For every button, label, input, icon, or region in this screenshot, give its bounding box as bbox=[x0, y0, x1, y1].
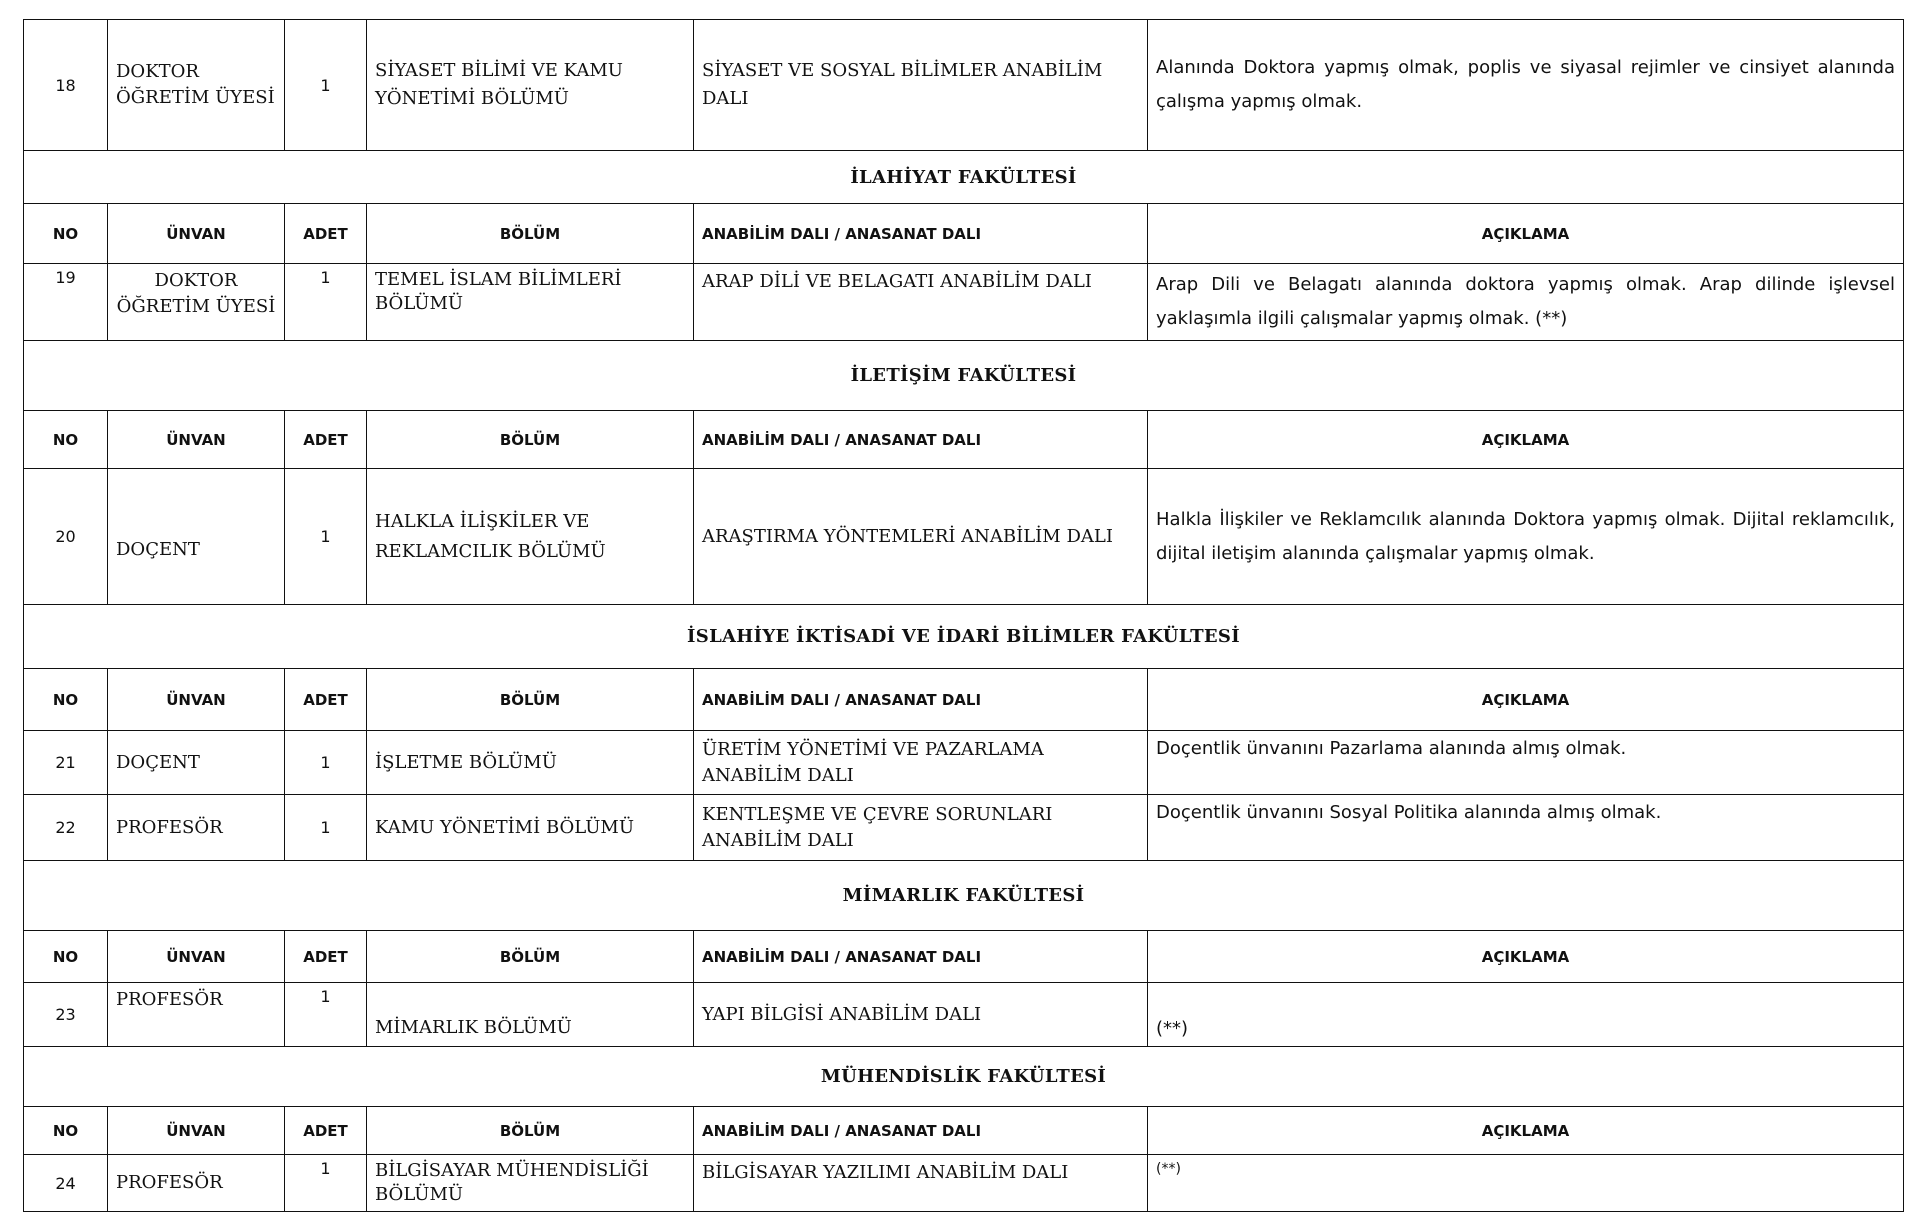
header-no: NO bbox=[24, 1107, 108, 1155]
header-anabilim: ANABİLİM DALI / ANASANAT DALI bbox=[694, 931, 1148, 983]
header-no: NO bbox=[24, 204, 108, 264]
faculty-heading-row bbox=[24, 341, 1904, 411]
table-row bbox=[24, 731, 1904, 795]
row-adet: 1 bbox=[285, 264, 367, 341]
row-aciklama: Arap Dili ve Belagatı alanında doktora yapmış olmak. Arap dilinde işlevsel yaklaşımla ilgili çalışmalar yapmış olmak. (**) bbox=[1148, 264, 1904, 341]
row-bolum: BİLGİSAYAR MÜHENDİSLİĞİ BÖLÜMÜ bbox=[367, 1155, 694, 1212]
table-row bbox=[24, 1155, 1904, 1212]
header-aciklama: AÇIKLAMA bbox=[1148, 1107, 1904, 1155]
header-bolum: BÖLÜM bbox=[367, 669, 694, 731]
row-unvan: DOKTOR ÖĞRETİM ÜYESİ bbox=[108, 264, 285, 341]
row-no: 23 bbox=[24, 983, 108, 1047]
column-header-row bbox=[24, 931, 1904, 983]
row-bolum: HALKLA İLİŞKİLER VE REKLAMCILIK BÖLÜMÜ bbox=[367, 469, 694, 605]
faculty-heading-row bbox=[24, 151, 1904, 204]
row-bolum: İŞLETME BÖLÜMÜ bbox=[367, 731, 694, 795]
column-header-row bbox=[24, 204, 1904, 264]
row-no: 22 bbox=[24, 795, 108, 861]
header-adet: ADET bbox=[285, 669, 367, 731]
table-row bbox=[24, 20, 1904, 151]
row-aciklama: (**) bbox=[1148, 983, 1904, 1047]
header-adet: ADET bbox=[285, 204, 367, 264]
row-adet: 1 bbox=[285, 20, 367, 151]
row-adet: 1 bbox=[285, 795, 367, 861]
row-aciklama: Doçentlik ünvanını Sosyal Politika alanında almış olmak. bbox=[1148, 795, 1904, 861]
row-anabilim: KENTLEŞME VE ÇEVRE SORUNLARI ANABİLİM DALI bbox=[694, 795, 1148, 861]
header-unvan: ÜNVAN bbox=[108, 411, 285, 469]
header-aciklama: AÇIKLAMA bbox=[1148, 931, 1904, 983]
row-no: 21 bbox=[24, 731, 108, 795]
row-no: 20 bbox=[24, 469, 108, 605]
faculty-heading: İSLAHİYE İKTİSADİ VE İDARİ BİLİMLER FAKÜLTESİ bbox=[24, 605, 1904, 669]
row-anabilim: ARAŞTIRMA YÖNTEMLERİ ANABİLİM DALI bbox=[694, 469, 1148, 605]
row-aciklama: Halkla İlişkiler ve Reklamcılık alanında Doktora yapmış olmak. Dijital reklamcılık, dijital iletişim alanında çalışmalar yapmış olmak. bbox=[1148, 469, 1904, 605]
row-adet: 1 bbox=[285, 1155, 367, 1212]
table-row bbox=[24, 983, 1904, 1047]
row-no: 19 bbox=[24, 264, 108, 341]
row-anabilim: SİYASET VE SOSYAL BİLİMLER ANABİLİM DALI bbox=[694, 20, 1148, 151]
table-row bbox=[24, 795, 1904, 861]
column-header-row bbox=[24, 669, 1904, 731]
header-no: NO bbox=[24, 931, 108, 983]
position-table bbox=[23, 19, 1904, 1212]
header-adet: ADET bbox=[285, 1107, 367, 1155]
row-unvan: PROFESÖR bbox=[108, 1155, 285, 1212]
header-bolum: BÖLÜM bbox=[367, 931, 694, 983]
header-bolum: BÖLÜM bbox=[367, 411, 694, 469]
header-no: NO bbox=[24, 411, 108, 469]
header-anabilim: ANABİLİM DALI / ANASANAT DALI bbox=[694, 669, 1148, 731]
row-anabilim: YAPI BİLGİSİ ANABİLİM DALI bbox=[694, 983, 1148, 1047]
header-unvan: ÜNVAN bbox=[108, 204, 285, 264]
row-unvan: DOÇENT bbox=[108, 731, 285, 795]
header-unvan: ÜNVAN bbox=[108, 669, 285, 731]
header-anabilim: ANABİLİM DALI / ANASANAT DALI bbox=[694, 411, 1148, 469]
row-unvan: PROFESÖR bbox=[108, 795, 285, 861]
row-adet: 1 bbox=[285, 731, 367, 795]
faculty-heading: İLETİŞİM FAKÜLTESİ bbox=[24, 341, 1904, 411]
row-no: 18 bbox=[24, 20, 108, 151]
header-anabilim: ANABİLİM DALI / ANASANAT DALI bbox=[694, 204, 1148, 264]
row-bolum: KAMU YÖNETİMİ BÖLÜMÜ bbox=[367, 795, 694, 861]
row-adet: 1 bbox=[285, 983, 367, 1047]
row-anabilim: BİLGİSAYAR YAZILIMI ANABİLİM DALI bbox=[694, 1155, 1148, 1212]
row-unvan: DOKTOR ÖĞRETİM ÜYESİ bbox=[108, 20, 285, 151]
header-bolum: BÖLÜM bbox=[367, 1107, 694, 1155]
row-aciklama: Doçentlik ünvanını Pazarlama alanında almış olmak. bbox=[1148, 731, 1904, 795]
faculty-heading: MİMARLIK FAKÜLTESİ bbox=[24, 861, 1904, 931]
row-adet: 1 bbox=[285, 469, 367, 605]
faculty-heading-row bbox=[24, 605, 1904, 669]
row-unvan: DOÇENT bbox=[108, 469, 285, 605]
faculty-heading-row bbox=[24, 861, 1904, 931]
header-aciklama: AÇIKLAMA bbox=[1148, 669, 1904, 731]
header-no: NO bbox=[24, 669, 108, 731]
row-aciklama: Alanında Doktora yapmış olmak, poplis ve siyasal rejimler ve cinsiyet alanında çalışma yapmış olmak. bbox=[1148, 20, 1904, 151]
row-bolum: MİMARLIK BÖLÜMÜ bbox=[367, 983, 694, 1047]
faculty-heading-row bbox=[24, 1047, 1904, 1107]
header-bolum: BÖLÜM bbox=[367, 204, 694, 264]
header-anabilim: ANABİLİM DALI / ANASANAT DALI bbox=[694, 1107, 1148, 1155]
row-bolum: TEMEL İSLAM BİLİMLERİ BÖLÜMÜ bbox=[367, 264, 694, 341]
row-anabilim: ÜRETİM YÖNETİMİ VE PAZARLAMA ANABİLİM DALI bbox=[694, 731, 1148, 795]
header-adet: ADET bbox=[285, 931, 367, 983]
table-row bbox=[24, 469, 1904, 605]
header-aciklama: AÇIKLAMA bbox=[1148, 204, 1904, 264]
header-adet: ADET bbox=[285, 411, 367, 469]
header-unvan: ÜNVAN bbox=[108, 1107, 285, 1155]
header-unvan: ÜNVAN bbox=[108, 931, 285, 983]
row-anabilim: ARAP DİLİ VE BELAGATI ANABİLİM DALI bbox=[694, 264, 1148, 341]
column-header-row bbox=[24, 1107, 1904, 1155]
row-no: 24 bbox=[24, 1155, 108, 1212]
faculty-heading: MÜHENDİSLİK FAKÜLTESİ bbox=[24, 1047, 1904, 1107]
row-unvan: PROFESÖR bbox=[108, 983, 285, 1047]
faculty-heading: İLAHİYAT FAKÜLTESİ bbox=[24, 151, 1904, 204]
row-aciklama: (**) bbox=[1148, 1155, 1904, 1212]
column-header-row bbox=[24, 411, 1904, 469]
header-aciklama: AÇIKLAMA bbox=[1148, 411, 1904, 469]
row-bolum: SİYASET BİLİMİ VE KAMU YÖNETİMİ BÖLÜMÜ bbox=[367, 20, 694, 151]
table-row bbox=[24, 264, 1904, 341]
